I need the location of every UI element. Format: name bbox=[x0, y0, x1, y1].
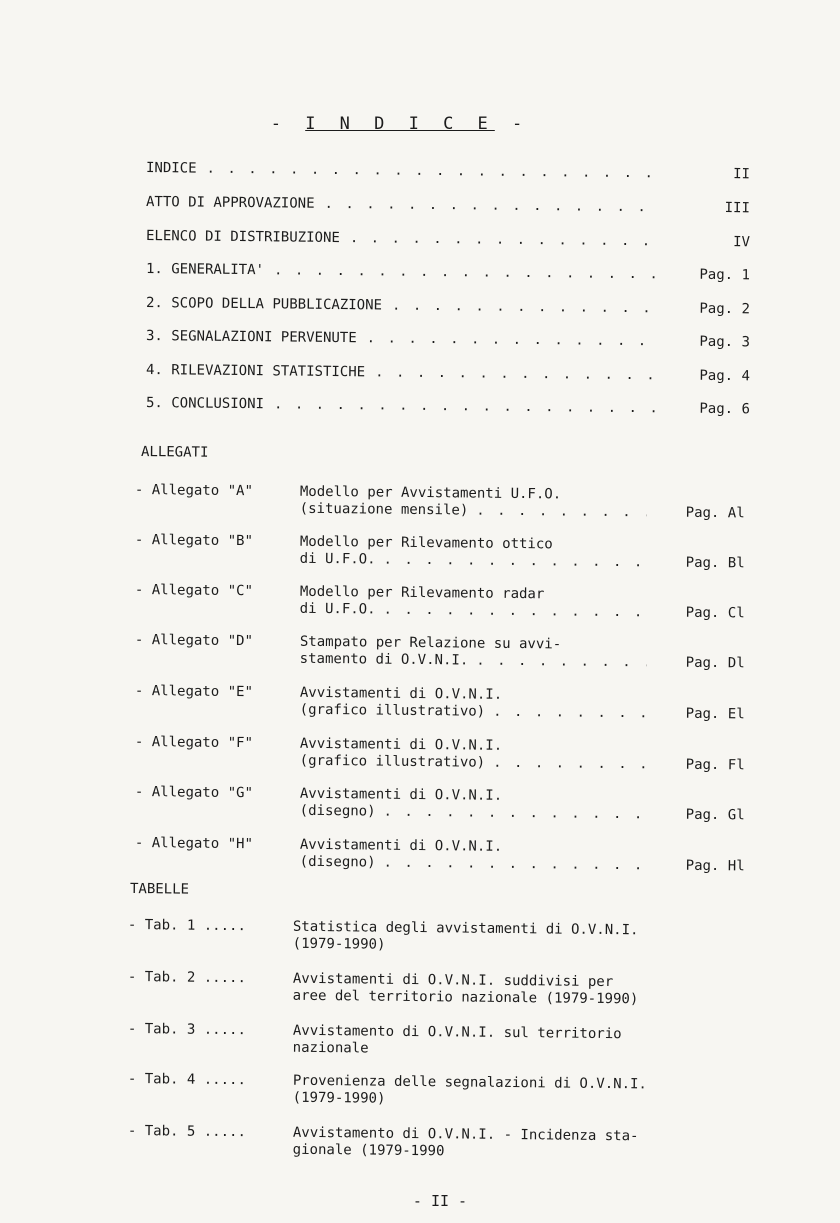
title-text: I N D I C E bbox=[305, 114, 495, 134]
tabella-prefix: - Tab. 4 ..... bbox=[127, 1071, 247, 1089]
toc-entry bbox=[146, 261, 750, 283]
toc-label: ATTO DI APPROVAZIONE bbox=[145, 194, 315, 212]
leader-dots bbox=[367, 330, 660, 349]
tabella-subtitle: gionale (1979-1990 bbox=[292, 1141, 445, 1160]
toc-page: Pag. 4 bbox=[699, 367, 751, 385]
allegato-title: Avvistamenti di O.V.N.I. bbox=[299, 785, 503, 804]
leader-dots bbox=[274, 396, 660, 416]
allegato-entry bbox=[134, 532, 745, 572]
allegato-prefix: - Allegato "G" bbox=[134, 784, 254, 802]
allegato-entry bbox=[134, 784, 745, 824]
allegato-page: Pag. Cl bbox=[685, 604, 745, 622]
toc-label: 5. CONCLUSIONI bbox=[145, 395, 265, 413]
leader-dots bbox=[476, 653, 647, 671]
allegato-entry bbox=[134, 482, 745, 522]
leader-dots bbox=[384, 855, 647, 874]
tabella-subtitle: nazionale bbox=[292, 1039, 369, 1057]
tabella-title: Statistica degli avvistamenti di O.V.N.I. bbox=[292, 918, 639, 939]
tabella-entry bbox=[127, 969, 740, 1008]
allegato-prefix: - Allegato "C" bbox=[134, 582, 254, 600]
tabella-entry bbox=[127, 1071, 740, 1107]
allegato-entry bbox=[134, 734, 745, 774]
toc-entry bbox=[146, 228, 750, 250]
leader-dots bbox=[384, 804, 647, 823]
allegato-subtitle: (situazione mensile) bbox=[299, 500, 469, 519]
tabella-entry bbox=[127, 1021, 740, 1057]
allegato-title: Modello per Avvistamenti U.F.O. bbox=[299, 483, 562, 503]
page-title: - I N D I C E - bbox=[270, 114, 530, 134]
leader-dots bbox=[493, 704, 647, 722]
toc-label: ELENCO DI DISTRIBUZIONE bbox=[145, 228, 340, 247]
toc-page: Pag. 2 bbox=[699, 300, 751, 318]
allegato-title: Modello per Rilevamento radar bbox=[299, 583, 545, 603]
toc-page: II bbox=[733, 166, 751, 183]
allegato-title: Avvistamenti di O.V.N.I. bbox=[299, 735, 503, 754]
allegato-prefix: - Allegato "F" bbox=[134, 734, 254, 752]
leader-dots bbox=[384, 602, 647, 621]
allegato-subtitle: (grafico illustrativo) bbox=[299, 701, 486, 720]
leader-dots bbox=[392, 298, 660, 317]
toc-entry bbox=[146, 328, 750, 350]
allegato-subtitle: stamento di O.V.N.I. bbox=[299, 650, 469, 669]
allegato-page: Pag. Gl bbox=[685, 806, 745, 824]
allegati-heading: ALLEGATI bbox=[140, 444, 209, 461]
page-number: - II - bbox=[412, 1192, 468, 1210]
allegato-page: Pag. Hl bbox=[685, 857, 745, 875]
allegato-page: Pag. Fl bbox=[685, 756, 745, 774]
toc-entry bbox=[146, 194, 750, 216]
toc-label: 3. SEGNALAZIONI PERVENUTE bbox=[145, 328, 357, 347]
allegato-page: Pag. Al bbox=[685, 504, 745, 522]
leader-dots bbox=[384, 552, 647, 571]
allegato-title: Modello per Rilevamento ottico bbox=[299, 533, 553, 553]
allegato-title: Avvistamenti di O.V.N.I. bbox=[299, 836, 503, 855]
toc-page: III bbox=[724, 200, 751, 217]
leader-dots bbox=[493, 755, 647, 773]
allegato-page: Pag. Bl bbox=[685, 554, 745, 572]
tabella-subtitle: (1979-1990) bbox=[292, 1089, 386, 1107]
toc-page: Pag. 6 bbox=[699, 400, 751, 418]
leader-dots bbox=[350, 230, 660, 249]
allegato-page: Pag. El bbox=[685, 705, 745, 723]
allegato-subtitle: (grafico illustrativo) bbox=[299, 752, 486, 771]
allegato-page: Pag. Dl bbox=[685, 654, 745, 672]
tabella-prefix: - Tab. 1 ..... bbox=[127, 917, 247, 935]
allegato-title: Stampato per Relazione su avvi- bbox=[299, 633, 562, 653]
toc-entry bbox=[146, 160, 750, 182]
allegato-subtitle: (disegno) bbox=[299, 802, 376, 820]
leader-dots bbox=[274, 262, 660, 282]
toc-label: INDICE bbox=[145, 160, 197, 177]
allegato-entry bbox=[134, 835, 745, 875]
toc-page: IV bbox=[733, 234, 751, 251]
tabella-entry bbox=[127, 1123, 740, 1160]
toc-entry bbox=[146, 362, 750, 384]
allegato-entry bbox=[134, 582, 745, 622]
leader-dots bbox=[324, 196, 660, 216]
toc-entry bbox=[146, 295, 750, 317]
tabella-subtitle: (1979-1990) bbox=[292, 935, 386, 953]
tabella-prefix: - Tab. 3 ..... bbox=[127, 1021, 247, 1039]
leader-dots bbox=[476, 503, 647, 521]
allegato-entry bbox=[134, 683, 745, 723]
allegato-prefix: - Allegato "H" bbox=[134, 835, 254, 853]
tabella-title: Avvistamento di O.V.N.I. - Incidenza sta- bbox=[292, 1124, 639, 1145]
allegato-prefix: - Allegato "E" bbox=[134, 683, 254, 701]
toc-label: 4. RILEVAZIONI STATISTICHE bbox=[145, 362, 366, 381]
toc-page: Pag. 3 bbox=[699, 333, 751, 351]
allegato-subtitle: di U.F.O. bbox=[299, 600, 376, 618]
allegato-title: Avvistamenti di O.V.N.I. bbox=[299, 684, 503, 703]
leader-dots bbox=[206, 161, 660, 182]
toc-label: 1. GENERALITA' bbox=[145, 261, 265, 279]
allegato-prefix: - Allegato "A" bbox=[134, 482, 254, 500]
allegato-entry bbox=[134, 632, 745, 672]
toc-page: Pag. 1 bbox=[699, 266, 751, 284]
tabella-title: Provenienza delle segnalazioni di O.V.N.I. bbox=[292, 1072, 647, 1093]
toc-entry bbox=[146, 395, 750, 417]
tabelle-heading: TABELLE bbox=[129, 881, 190, 898]
allegato-subtitle: di U.F.O. bbox=[299, 550, 376, 568]
tabella-title: Avvistamenti di O.V.N.I. suddivisi per bbox=[292, 970, 614, 991]
tabella-entry bbox=[127, 917, 740, 953]
tabella-subtitle: aree del territorio nazionale (1979-1990) bbox=[292, 987, 639, 1008]
allegato-prefix: - Allegato "D" bbox=[134, 632, 254, 650]
allegato-subtitle: (disegno) bbox=[299, 853, 376, 871]
tabella-title: Avvistamento di O.V.N.I. sul territorio bbox=[292, 1022, 622, 1043]
toc-label: 2. SCOPO DELLA PUBBLICAZIONE bbox=[145, 295, 383, 314]
leader-dots bbox=[375, 364, 660, 383]
allegato-prefix: - Allegato "B" bbox=[134, 532, 254, 550]
tabella-prefix: - Tab. 2 ..... bbox=[127, 969, 247, 987]
tabella-prefix: - Tab. 5 ..... bbox=[127, 1123, 247, 1141]
